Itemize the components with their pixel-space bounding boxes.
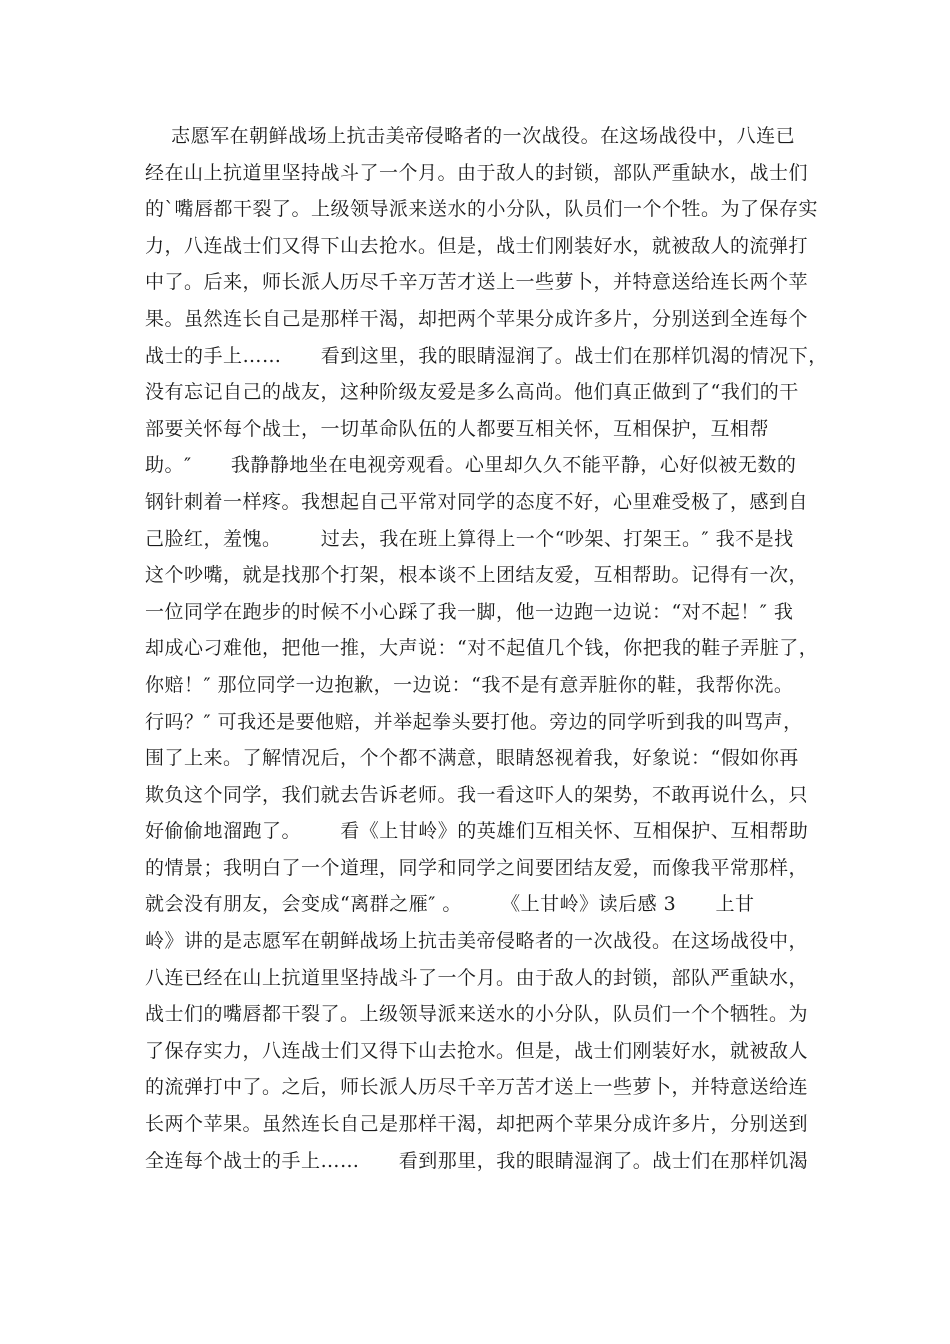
text-line: 好偷偷地溜跑了。 看《上甘岭》的英雄们互相关怀、互相保护、互相帮助 — [145, 820, 809, 843]
text-line: 长两个苹果。虽然连长自己是那样干渴，却把两个苹果分成许多片，分别送到 — [145, 1113, 809, 1136]
text-line: 的`嘴唇都干裂了。上级领导派来送水的小分队，队员们一个个牲。为了保存实 — [145, 198, 819, 221]
text-line: 力，八连战士们又得下山去抢水。但是，战士们刚装好水，就被敌人的流弹打 — [145, 234, 809, 257]
text-line: 中了。后来，师长派人历尽千辛万苦才送上一些萝卜，并特意送给连长两个苹 — [145, 271, 809, 294]
text-line: 你赔！″ 那位同学一边抱歉，一边说：“我不是有意弄脏你的鞋，我帮你洗。 — [145, 673, 794, 696]
text-line: 钢针刺着一样疼。我想起自己平常对同学的态度不好，心里难受极了，感到自 — [145, 490, 809, 513]
text-line: 没有忘记自己的战友，这种阶级友爱是多么高尚。他们真正做到了“我们的干 — [145, 381, 799, 404]
text-line: 八连已经在山上抗道里坚持战斗了一个月。由于敌人的封锁，部队严重缺水， — [145, 966, 809, 989]
text-line: 欺负这个同学，我们就去告诉老师。我一看这吓人的架势，不敢再说什么，只 — [145, 783, 809, 806]
text-line: 一位同学在跑步的时候不小心踩了我一脚，他一边跑一边说：“对不起！″ 我 — [145, 600, 794, 623]
text-line: 却成心刁难他，把他一推，大声说：“对不起值几个钱，你把我的鞋子弄脏了， — [145, 637, 819, 660]
body-text — [145, 118, 828, 1179]
text-line: 这个吵嘴，就是找那个打架，根本谈不上团结友爱，互相帮助。记得有一次， — [145, 564, 809, 587]
text-line: 战士们的嘴唇都干裂了。上级领导派来送水的小分队，队员们一个个牺牲。为 — [145, 1003, 809, 1026]
text-line: 助。″ 我静静地坐在电视旁观看。心里却久久不能平静，心好似被无数的 — [145, 454, 797, 477]
text-line: 的流弹打中了。之后，师长派人历尽千辛万苦才送上一些萝卜，并特意送给连 — [145, 1076, 809, 1099]
text-line: 经在山上抗道里坚持战斗了一个月。由于敌人的封锁，部队严重缺水，战士们 — [145, 161, 809, 184]
text-line: 己脸红，羞愧。 过去，我在班上算得上一个“吵架、打架王。″ 我不是找 — [145, 527, 794, 550]
text-line: 行吗？″ 可我还是要他赔，并举起拳头要打他。旁边的同学听到我的叫骂声， — [145, 710, 803, 733]
text-line: 岭》讲的是志愿军在朝鲜战场上抗击美帝侵略者的一次战役。在这场战役中， — [145, 930, 809, 953]
text-line: 果。虽然连长自己是那样干渴，却把两个苹果分成许多片，分别送到全连每个 — [145, 307, 809, 330]
text-line: 部要关怀每个战士，一切革命队伍的人都要互相关怀，互相保护，互相帮 — [145, 417, 770, 440]
text-line: 围了上来。了解情况后，个个都不满意，眼睛怒视着我，好象说：“假如你再 — [145, 747, 799, 770]
text-line: 志愿军在朝鲜战场上抗击美帝侵略者的一次战役。在这场战役中，八连已 — [145, 125, 796, 147]
text-line: 了保存实力，八连战士们又得下山去抢水。但是，战士们刚装好水，就被敌人 — [145, 1039, 809, 1062]
text-line: 就会没有朋友，会变成“离群之雁″ 。 《上甘岭》读后感 3 上甘 — [145, 893, 755, 916]
text-line: 战士的手上…… 看到这里，我的眼睛湿润了。战士们在那样饥渴的情况下， — [145, 344, 828, 367]
text-line: 的情景；我明白了一个道理，同学和同学之间要团结友爱，而像我平常那样， — [145, 856, 809, 879]
text-line: 全连每个战士的手上…… 看到那里，我的眼睛湿润了。战士们在那样饥渴 — [145, 1149, 809, 1172]
